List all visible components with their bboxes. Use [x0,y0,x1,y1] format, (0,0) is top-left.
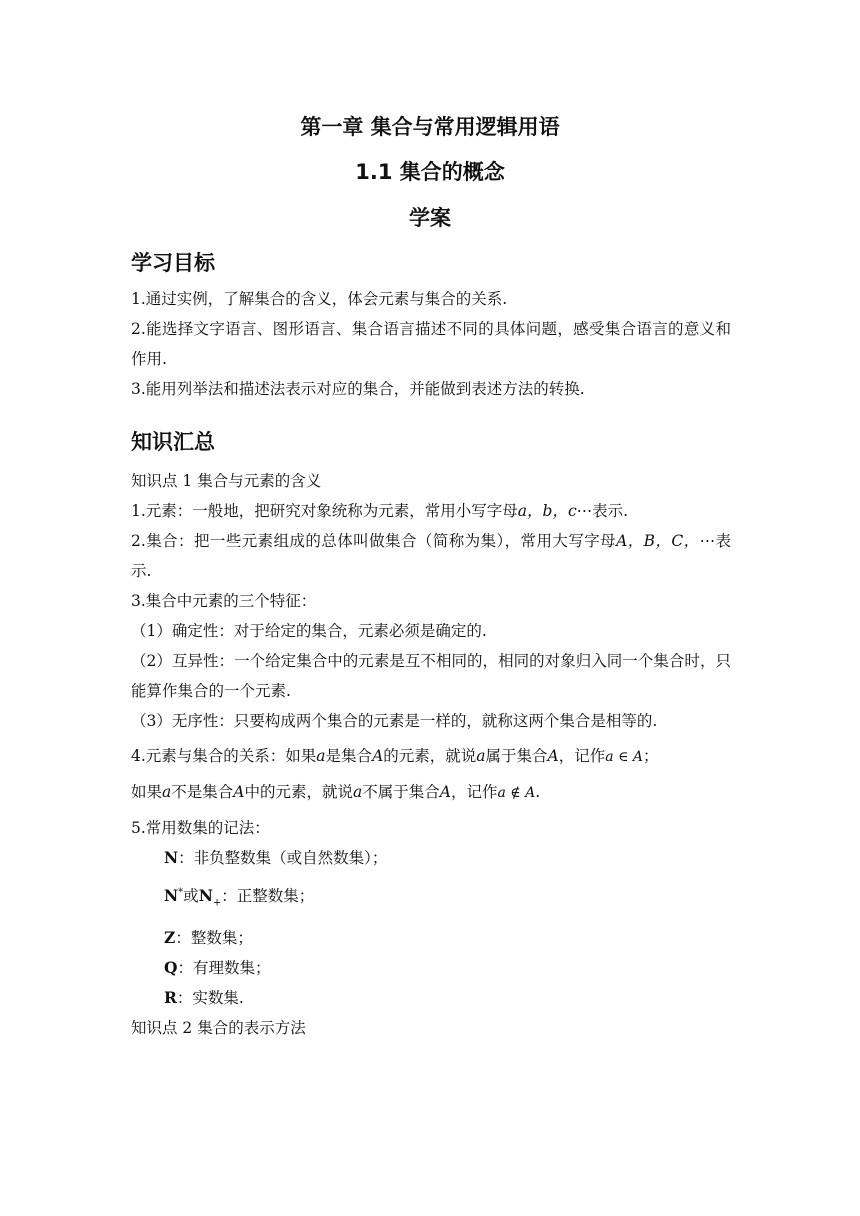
set-definition: 2.集合：把一些元素组成的总体叫做集合（简称为集），常用大写字母A，B，C，⋯表示. [131,532,731,580]
section-title: 1.1 集合的概念 [355,160,505,184]
not-in-symbol-formula: a ∉ A [497,785,536,801]
number-set-Q: Q：有理数集； [164,958,271,978]
learning-goals-list [131,284,731,404]
features-title: 3.集合中元素的三个特征： [131,592,317,610]
element-definition: 1.元素：一般地，把研究对象统称为元素，常用小写字母a，b，c⋯表示. [131,502,629,520]
in-symbol-formula: a ∈ A [605,749,643,765]
membership-relation-line-1: 4.元素与集合的关系：如果a是集合A的元素，就说a属于集合A，记作a ∈ A； [131,747,659,765]
knowledge-point-2-title: 知识点 2 集合的表示方法 [131,1019,306,1038]
goal-item-3: 3.能用列举法和描述法表示对应的集合，并能做到表述方法的转换. [131,380,585,398]
number-set-N-star: N*或$N_+$：正整数集； [164,886,315,909]
feature-unordered: （3）无序性：只要构成两个集合的元素是一样的，就称这两个集合是相等的. [131,712,658,730]
feature-distinctness: （2）互异性：一个给定集合中的元素是互不相同的，相同的对象归入同一个集合时，只能算作集合的一个元素. [131,652,731,700]
knowledge-summary-body [131,466,731,1043]
number-sets-title: 5.常用数集的记法： [131,819,270,837]
document-type-title: 学案 [409,206,451,230]
feature-determinacy: （1）确定性：对于给定的集合，元素必须是确定的. [131,622,487,640]
knowledge-point-1-title: 知识点 1 集合与元素的含义 [131,472,322,490]
goal-item-2: 2.能选择文字语言、图形语言、集合语言描述不同的具体问题，感受集合语言的意义和作用. [131,320,731,368]
membership-relation-line-2: 如果a不是集合A中的元素，就说a不属于集合A，记作a ∉ A. [131,783,541,801]
chapter-title: 第一章 集合与常用逻辑用语 [300,115,560,139]
learning-goals-heading: 学习目标 [131,251,215,275]
number-set-R: R：实数集. [164,988,244,1008]
goal-item-1: 1.通过实例，了解集合的含义，体会元素与集合的关系. [131,290,508,308]
number-set-N: N：非负整数集（或自然数集）； [164,848,388,867]
number-set-Z: Z：整数集； [164,928,253,948]
knowledge-summary-heading: 知识汇总 [131,430,215,454]
